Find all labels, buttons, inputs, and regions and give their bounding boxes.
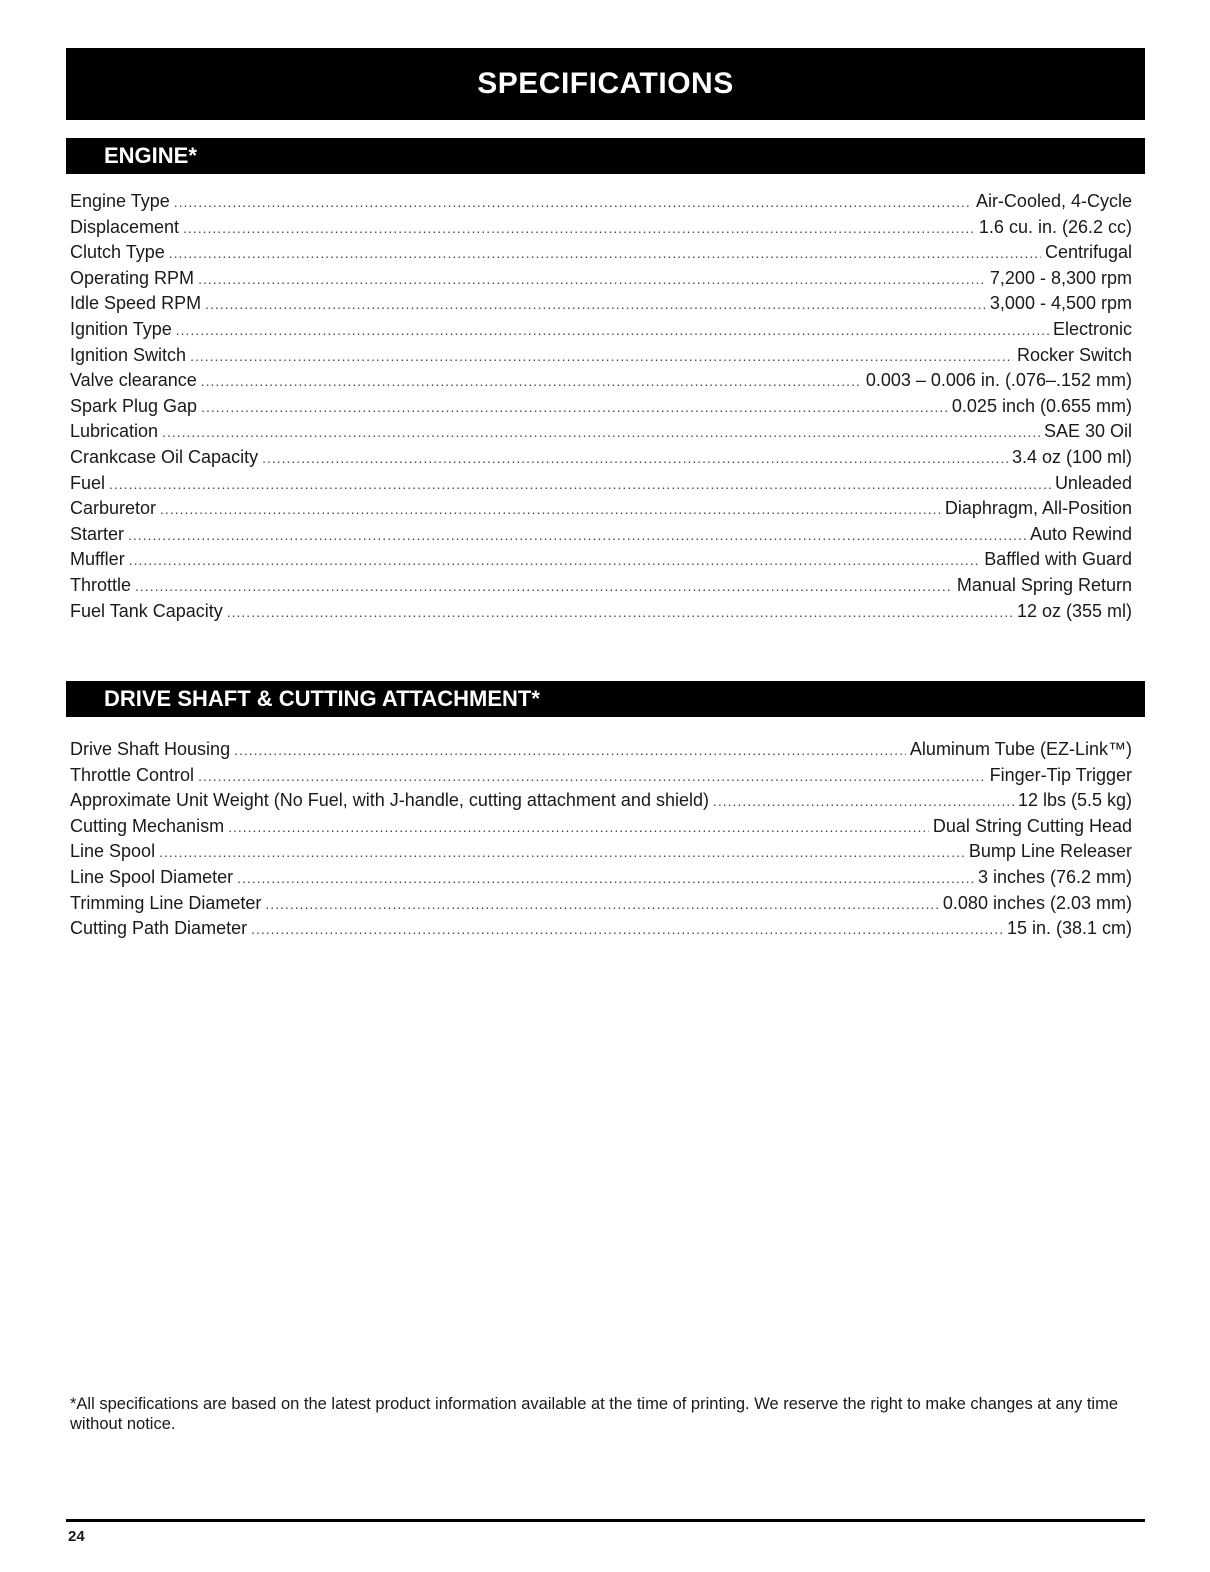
dot-leader: [109, 472, 1051, 497]
spec-row: [70, 445, 1132, 471]
spec-row: [70, 839, 1132, 865]
spec-value: 12 lbs (5.5 kg): [1017, 790, 1132, 811]
dot-leader: [228, 815, 929, 840]
dot-leader: [205, 292, 986, 317]
spec-row: [70, 522, 1132, 548]
spec-row: [70, 916, 1132, 942]
spec-value: Diaphragm, All-Position: [944, 498, 1132, 519]
dot-leader: [198, 267, 986, 292]
spec-label: Approximate Unit Weight (No Fuel, with J-handle, cutting attachment and shield): [70, 790, 709, 811]
spec-label: Cutting Mechanism: [70, 815, 225, 836]
spec-row: [70, 814, 1132, 840]
spec-row: [70, 317, 1132, 343]
spec-label: Fuel: [70, 472, 106, 493]
spec-row: [70, 343, 1132, 369]
dot-leader: [265, 892, 939, 917]
spec-value: 0.003 – 0.006 in. (.076–.152 mm): [865, 370, 1132, 391]
footnote: *All specifications are based on the latest product information available at the time of printing. We reserve the right to make changes at any time without notice.: [70, 1395, 1119, 1433]
spec-row: [70, 266, 1132, 292]
spec-value: Manual Spring Return: [956, 574, 1132, 595]
spec-value: 0.080 inches (2.03 mm): [942, 892, 1132, 913]
spec-value: 3 inches (76.2 mm): [977, 866, 1132, 887]
spec-row: [70, 763, 1132, 789]
drive-shaft-spec-list: [70, 737, 1132, 942]
spec-value: Aluminum Tube (EZ-Link™): [909, 739, 1132, 759]
dot-leader: [174, 190, 972, 215]
dot-leader: [262, 446, 1008, 471]
spec-row: [70, 891, 1132, 917]
engine-spec-list: [70, 189, 1132, 624]
spec-label: Crankcase Oil Capacity: [70, 446, 259, 467]
spec-value: 0.025 inch (0.655 mm): [951, 395, 1132, 416]
spec-row: [70, 291, 1132, 317]
spec-value: 3,000 - 4,500 rpm: [989, 293, 1132, 314]
spec-row: [70, 737, 1132, 763]
page-number: 24: [68, 1528, 85, 1545]
page-title: SPECIFICATIONS: [66, 48, 1145, 120]
spec-label: Carburetor: [70, 498, 157, 519]
spec-row: [70, 240, 1132, 266]
spec-label: Spark Plug Gap: [70, 395, 198, 416]
spec-row: [70, 496, 1132, 522]
spec-row: [70, 788, 1132, 814]
spec-row: [70, 547, 1132, 573]
spec-value: Finger-Tip Trigger: [989, 764, 1132, 785]
spec-label: Line Spool: [70, 841, 156, 862]
spec-row: [70, 394, 1132, 420]
spec-value: 12 oz (355 ml): [1016, 600, 1132, 621]
drive-shaft-section-heading: DRIVE SHAFT & CUTTING ATTACHMENT*: [66, 681, 1145, 717]
spec-row: [70, 865, 1132, 891]
spec-label: Muffler: [70, 549, 125, 570]
spec-label: Ignition Switch: [70, 344, 187, 365]
spec-label: Starter: [70, 523, 125, 544]
spec-value: Unleaded: [1054, 472, 1132, 493]
spec-label: Displacement: [70, 216, 180, 237]
dot-leader: [237, 866, 974, 891]
footer-divider: [66, 1519, 1145, 1522]
dot-leader: [183, 216, 975, 241]
spec-label: Idle Speed RPM: [70, 293, 202, 314]
spec-value: SAE 30 Oil: [1043, 421, 1132, 442]
spec-value: Baffled with Guard: [984, 549, 1132, 570]
spec-label: Fuel Tank Capacity: [70, 600, 223, 621]
dot-leader: [162, 420, 1040, 445]
dot-leader: [201, 369, 862, 394]
spec-label: Throttle Control: [70, 764, 195, 785]
dot-leader: [227, 600, 1013, 625]
spec-value: Centrifugal: [1044, 242, 1132, 263]
spec-label: Clutch Type: [70, 242, 165, 263]
spec-row: [70, 419, 1132, 445]
spec-label: Lubrication: [70, 421, 159, 442]
spec-value: 7,200 - 8,300 rpm: [989, 267, 1132, 288]
spec-label: Line Spool Diameter: [70, 866, 234, 887]
engine-section-heading: ENGINE*: [66, 138, 1145, 174]
dot-leader: [160, 497, 941, 522]
spec-value: Auto Rewind: [1029, 523, 1132, 544]
dot-leader: [713, 789, 1014, 814]
spec-value: 1.6 cu. in. (26.2 cc): [978, 216, 1132, 237]
spec-row: [70, 599, 1132, 625]
spec-value: Electronic: [1052, 318, 1132, 339]
spec-row: [70, 215, 1132, 241]
spec-label: Drive Shaft Housing: [70, 739, 231, 759]
spec-row: [70, 368, 1132, 394]
spec-value: Air-Cooled, 4-Cycle: [975, 191, 1132, 211]
spec-row: [70, 573, 1132, 599]
dot-leader: [176, 318, 1049, 343]
dot-leader: [190, 344, 1013, 369]
spec-label: Throttle: [70, 574, 132, 595]
dot-leader: [251, 917, 1003, 942]
spec-label: Cutting Path Diameter: [70, 918, 248, 939]
dot-leader: [198, 764, 986, 789]
spec-row: [70, 189, 1132, 215]
dot-leader: [234, 738, 906, 763]
spec-label: Valve clearance: [70, 370, 197, 391]
dot-leader: [135, 574, 953, 599]
spec-value: Rocker Switch: [1016, 344, 1132, 365]
spec-value: Dual String Cutting Head: [932, 815, 1132, 836]
spec-value: 3.4 oz (100 ml): [1011, 446, 1132, 467]
dot-leader: [159, 840, 965, 865]
dot-leader: [169, 241, 1041, 266]
dot-leader: [128, 523, 1026, 548]
spec-label: Engine Type: [70, 191, 170, 211]
spec-value: 15 in. (38.1 cm): [1006, 918, 1132, 939]
spec-value: Bump Line Releaser: [968, 841, 1132, 862]
spec-label: Trimming Line Diameter: [70, 892, 262, 913]
spec-row: [70, 471, 1132, 497]
dot-leader: [129, 548, 981, 573]
spec-label: Ignition Type: [70, 318, 172, 339]
spec-label: Operating RPM: [70, 267, 195, 288]
dot-leader: [201, 395, 948, 420]
